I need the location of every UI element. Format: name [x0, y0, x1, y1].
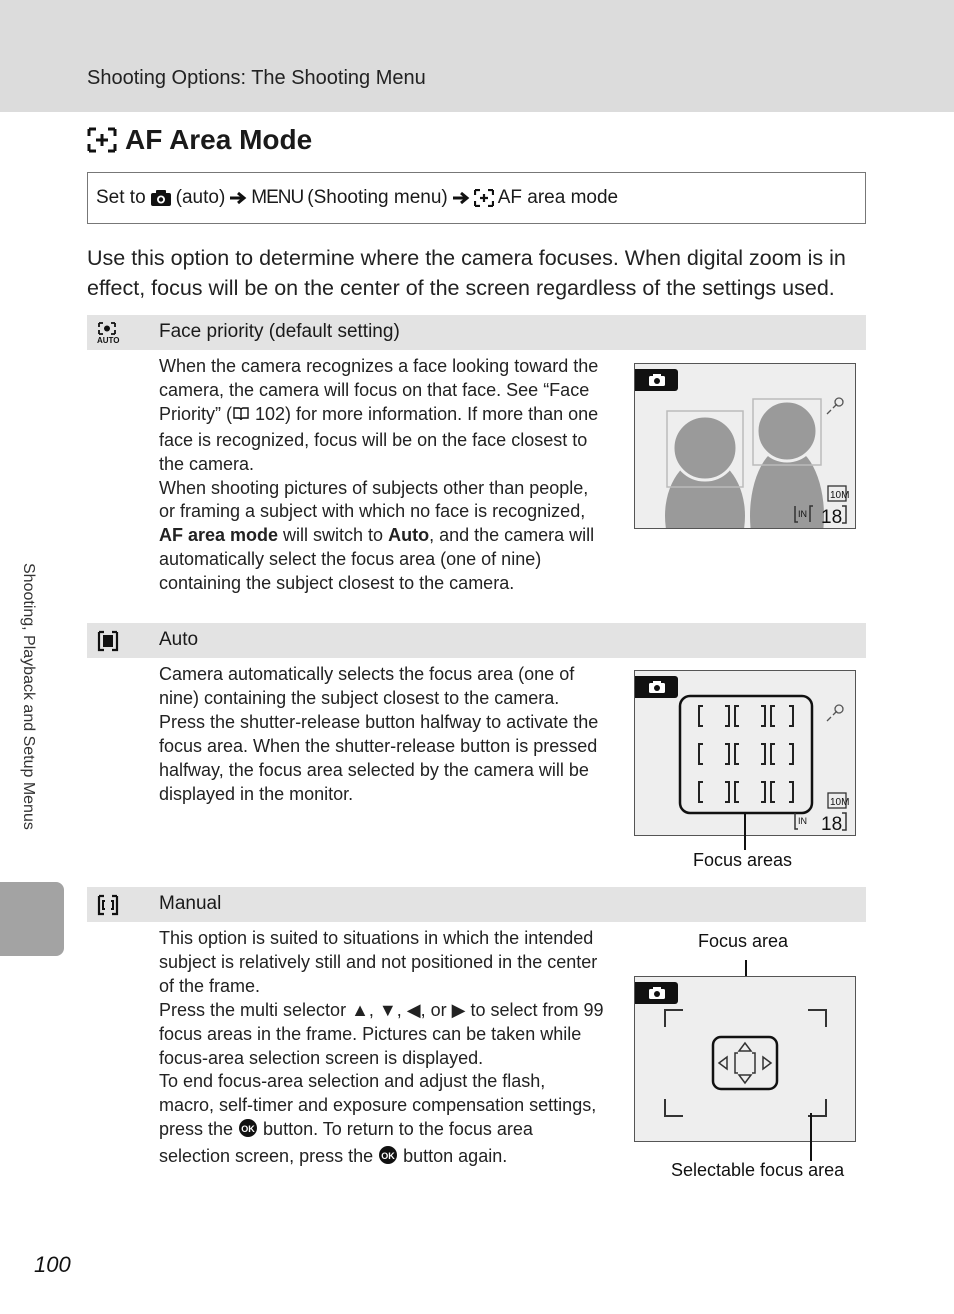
- af-area-mode-icon: [87, 127, 117, 153]
- subject-person-left: [665, 416, 745, 529]
- face-priority-icon: [97, 322, 121, 349]
- svg-text:AUTO: AUTO: [97, 336, 120, 344]
- exposure-count: 18: [821, 507, 843, 528]
- menu-word: MENU: [251, 187, 304, 208]
- ok-button-icon: [378, 1145, 398, 1172]
- text-run: Camera automatically selects the focus area (one of nine) containing the subject closest to the camera. Press the shutter-release button halfway to activate the focus area. When the shutter-release button is pressed halfway, the focus area selected by the camera will be displayed in the monitor.: [159, 664, 599, 804]
- triangle-right-icon: ▶: [451, 999, 466, 1020]
- af-indicator-icon: [827, 705, 843, 721]
- text-run: button again.: [398, 1146, 508, 1167]
- auto-area-icon: [97, 630, 119, 657]
- option-header-face-priority: [87, 315, 866, 350]
- text-run: , and the camera will automatically select the focus area (one of nine) containing the subject closest to the camera.: [159, 525, 595, 594]
- setting-auto: (auto): [175, 187, 226, 208]
- svg-text:OK: OK: [381, 1151, 395, 1162]
- selected-focus-area: [713, 1037, 777, 1089]
- option-body-face-priority: [159, 355, 604, 596]
- svg-text:OK: OK: [241, 1124, 255, 1135]
- triangle-up-icon: ▲: [351, 999, 369, 1020]
- focus-area-brackets: [699, 706, 793, 802]
- memory-label: IN: [798, 509, 807, 519]
- page-title: [87, 124, 312, 156]
- caption-focus-area: Focus area: [698, 931, 789, 951]
- manual-area-icon: [97, 894, 119, 921]
- page-number: 100: [34, 1252, 71, 1277]
- text-run: 102) for more information. If more than one face is recognized, focus will be on the face closest to the camera.: [159, 403, 599, 474]
- option-body-auto: [159, 663, 604, 806]
- text-run: ,: [396, 999, 407, 1020]
- setting-shooting-menu: (Shooting menu): [307, 187, 448, 208]
- af-indicator-icon: [827, 398, 843, 414]
- leader-line: [810, 1113, 812, 1161]
- setting-path-box: [87, 172, 866, 224]
- setting-prefix: Set to: [96, 187, 146, 208]
- caption-selectable-focus-area: Selectable focus area: [671, 1160, 845, 1180]
- option-label: Manual: [159, 893, 222, 914]
- title-text: AF Area Mode: [125, 124, 313, 155]
- option-label: Auto: [159, 629, 199, 650]
- option-body-manual: [159, 927, 604, 1172]
- text-run: To end focus-area selection and adjust the flash, macro, self-timer and exposure compensation settings, press the: [159, 1071, 597, 1140]
- text-run: Press the multi selector: [159, 999, 352, 1020]
- setting-item: AF area mode: [497, 187, 619, 208]
- intro-paragraph: Use this option to determine where the camera focuses. When digital zoom is in effect, focus will be on the center of the screen regardless of the settings used.: [87, 246, 846, 300]
- triangle-down-icon: ▼: [378, 999, 397, 1020]
- image-size-label: 10M: [830, 797, 850, 808]
- text-run: button. To return to the focus area selection screen, press the: [159, 1119, 533, 1167]
- option-header-auto: [87, 623, 866, 658]
- triangle-left-icon: ◀: [406, 999, 421, 1020]
- text-run: When the camera recognizes a face looking toward the camera, the camera will focus on that face. See “Face Priority” (: [159, 356, 599, 424]
- screen-face-priority: [634, 363, 856, 529]
- text-run: , or: [420, 999, 452, 1020]
- text-run: This option is suited to situations in which the intended subject is relatively still and not positioned in the center of the frame.: [159, 928, 598, 996]
- caption-focus-areas: Focus areas: [693, 850, 793, 870]
- arrow-right-icon: [229, 190, 247, 206]
- image-size-label: 10M: [830, 490, 850, 501]
- side-tab-label: Shooting, Playback and Setup Menus: [20, 563, 37, 830]
- bold-term: AF area mode: [159, 525, 279, 546]
- ok-button-icon: [238, 1118, 258, 1145]
- option-header-manual: [87, 887, 866, 922]
- header-band: [0, 0, 954, 112]
- memory-label: IN: [798, 816, 807, 826]
- exposure-count: 18: [821, 814, 843, 835]
- bold-term: Auto: [388, 525, 430, 546]
- leader-line: [744, 812, 746, 850]
- side-tab-marker: [0, 882, 64, 956]
- camera-mode-icon: [150, 189, 172, 207]
- text-run: to select from 99 focus areas in the frame. Pictures can be taken while focus-area selection screen is displayed.: [159, 999, 604, 1068]
- selectable-area-corners: [665, 1010, 826, 1116]
- text-run: will switch to: [278, 525, 389, 546]
- book-icon: [232, 405, 250, 429]
- multi-selector-icon: [719, 1043, 771, 1083]
- text-run: ,: [368, 999, 379, 1020]
- arrow-right-icon: [452, 190, 470, 206]
- running-head: Shooting Options: The Shooting Menu: [87, 67, 426, 89]
- option-label: Face priority (default setting): [159, 321, 400, 342]
- text-run: When shooting pictures of subjects other than people, or framing a subject with which no face is recognized,: [159, 477, 589, 522]
- screen-manual: [634, 976, 856, 1142]
- af-area-mode-icon: [474, 189, 494, 207]
